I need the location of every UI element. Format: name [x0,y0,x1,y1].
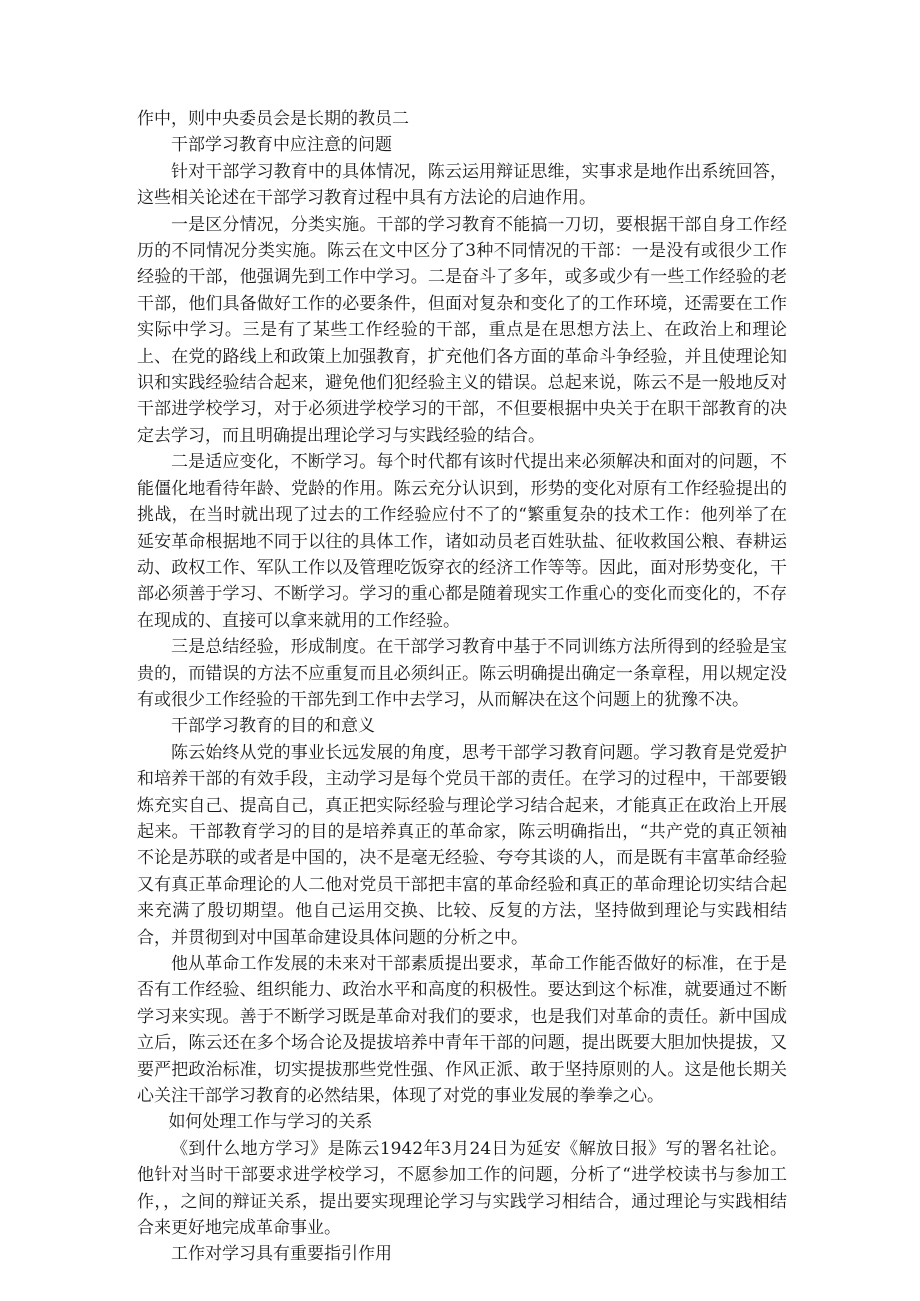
paragraph-editorial: 《到什么地方学习》是陈云1942年3月24日为延安《解放日报》写的署名社论。他针对当时干部要求进学校学习，不愿参加工作的问题，分析了“进学校读书与参加工作，，之间的辩证关系，提出要实现理论学习与实践学习相结合，通过理论与实践相结合来更好地完成革命事业。 [137,1138,787,1239]
section-heading-purpose: 干部学习教育的目的和意义 [171,716,375,737]
paragraph-purpose-one: 陈云始终从党的事业长远发展的角度，思考干部学习教育问题。学习教育是党爱护和培养干部的有效手段，主动学习是每个党员干部的责任。在学习的过程中，干部要锻炼充实自己、提高自己，真正把实际经验与理论学习结合起来，才能真正在政治上开展起来。干部教育学习的目的是培养真正的革命家，陈云明确指出，“共产党的真正领袖不论是苏联的或者是中国的，决不是毫无经验、夸夸其谈的人，而是既有丰富革命经验又有真正革命理论的人二他对党员干部把丰富的革命经验和真正的革命理论切实结合起来充满了殷切期望。他自己运用交换、比较、反复的方法，坚持做到理论与实践相结合，并贯彻到对中国革命建设具体问题的分析之中。 [137,742,787,948]
document-page [137,106,787,1268]
paragraph-purpose-two: 他从革命工作发展的未来对干部素质提出要求，革命工作能否做好的标准，在于是否有工作经验、组织能力、政治水平和高度的积极性。要达到这个标准，就要通过不断学习来实现。善于不断学习既是革命对我们的要求，也是我们对革命的责任。新中国成立后，陈云还在多个场合论及提拔培养中青年干部的问题，提出既要大胆加快提拔，又要严把政治标准，切实提拔那些党性强、作风正派、敢于坚持原则的人。这是他长期关心关注干部学习教育的必然结果，体现了对党的事业发展的拳拳之心。 [137,954,787,1107]
paragraph-point-two: 二是适应变化，不断学习。每个时代都有该时代提出来必须解决和面对的问题，不能僵化地看待年龄、党龄的作用。陈云充分认识到，形势的变化对原有工作经验提出的挑战，在当时就出现了过去的工作经验应付不了的“繁重复杂的技术工作：他列举了在延安革命根据地不同于以往的具体工作，诸如动员老百姓驮盐、征收救国公粮、春耕运动、政权工作、军队工作以及管理吃饭穿衣的经济工作等等。因此，面对形势变化，干部必须善于学习、不断学习。学习的重心都是随着现实工作重心的变化而变化的，不存在现成的、直接可以拿来就用的工作经验。 [137,452,787,631]
paragraph-intro: 针对干部学习教育中的具体情况，陈云运用辩证思维，实事求是地作出系统回答，这些相关论述在干部学习教育过程中具有方法论的启迪作用。 [137,161,787,209]
section-heading-work-study: 如何处理工作与学习的关系 [168,1112,373,1133]
paragraph-point-one: 一是区分情况，分类实施。干部的学习教育不能搞一刀切，要根据干部自身工作经历的不同情况分类实施。陈云在文中区分了3种不同情况的干部：一是没有或很少工作经验的干部，他强调先到工作中学习。二是奋斗了多年，或多或少有一些工作经验的老干部，他们具备做好工作的必要条件，但面对复杂和变化了的工作环境，还需要在工作实际中学习。三是有了某些工作经验的干部，重点是在思想方法上、在政治上和理论上、在党的路线上和政策上加强教育，扩充他们各方面的革命斗争经验，并且使理论知识和实践经验结合起来，避免他们犯经验主义的错误。总起来说，陈云不是一般地反对干部进学校学习，对于必须进学校学习的干部，不但要根据中央关于在职干部教育的决定去学习，而且明确提出理论学习与实践经验的结合。 [137,214,787,446]
paragraph-continuation: 作中，则中央委员会是长期的教员二 [137,109,409,129]
section-heading-cautions: 干部学习教育中应注意的问题 [171,135,392,156]
section-heading-guidance: 工作对学习具有重要指引作用 [171,1244,392,1265]
paragraph-point-three: 三是总结经验，形成制度。在干部学习教育中基于不同训练方法所得到的经验是宝贵的，而错误的方法不应重复而且必须纠正。陈云明确提出确定一条章程，用以规定没有或很少工作经验的干部先到工作中去学习，从而解决在这个问题上的犹豫不决。 [137,637,787,710]
